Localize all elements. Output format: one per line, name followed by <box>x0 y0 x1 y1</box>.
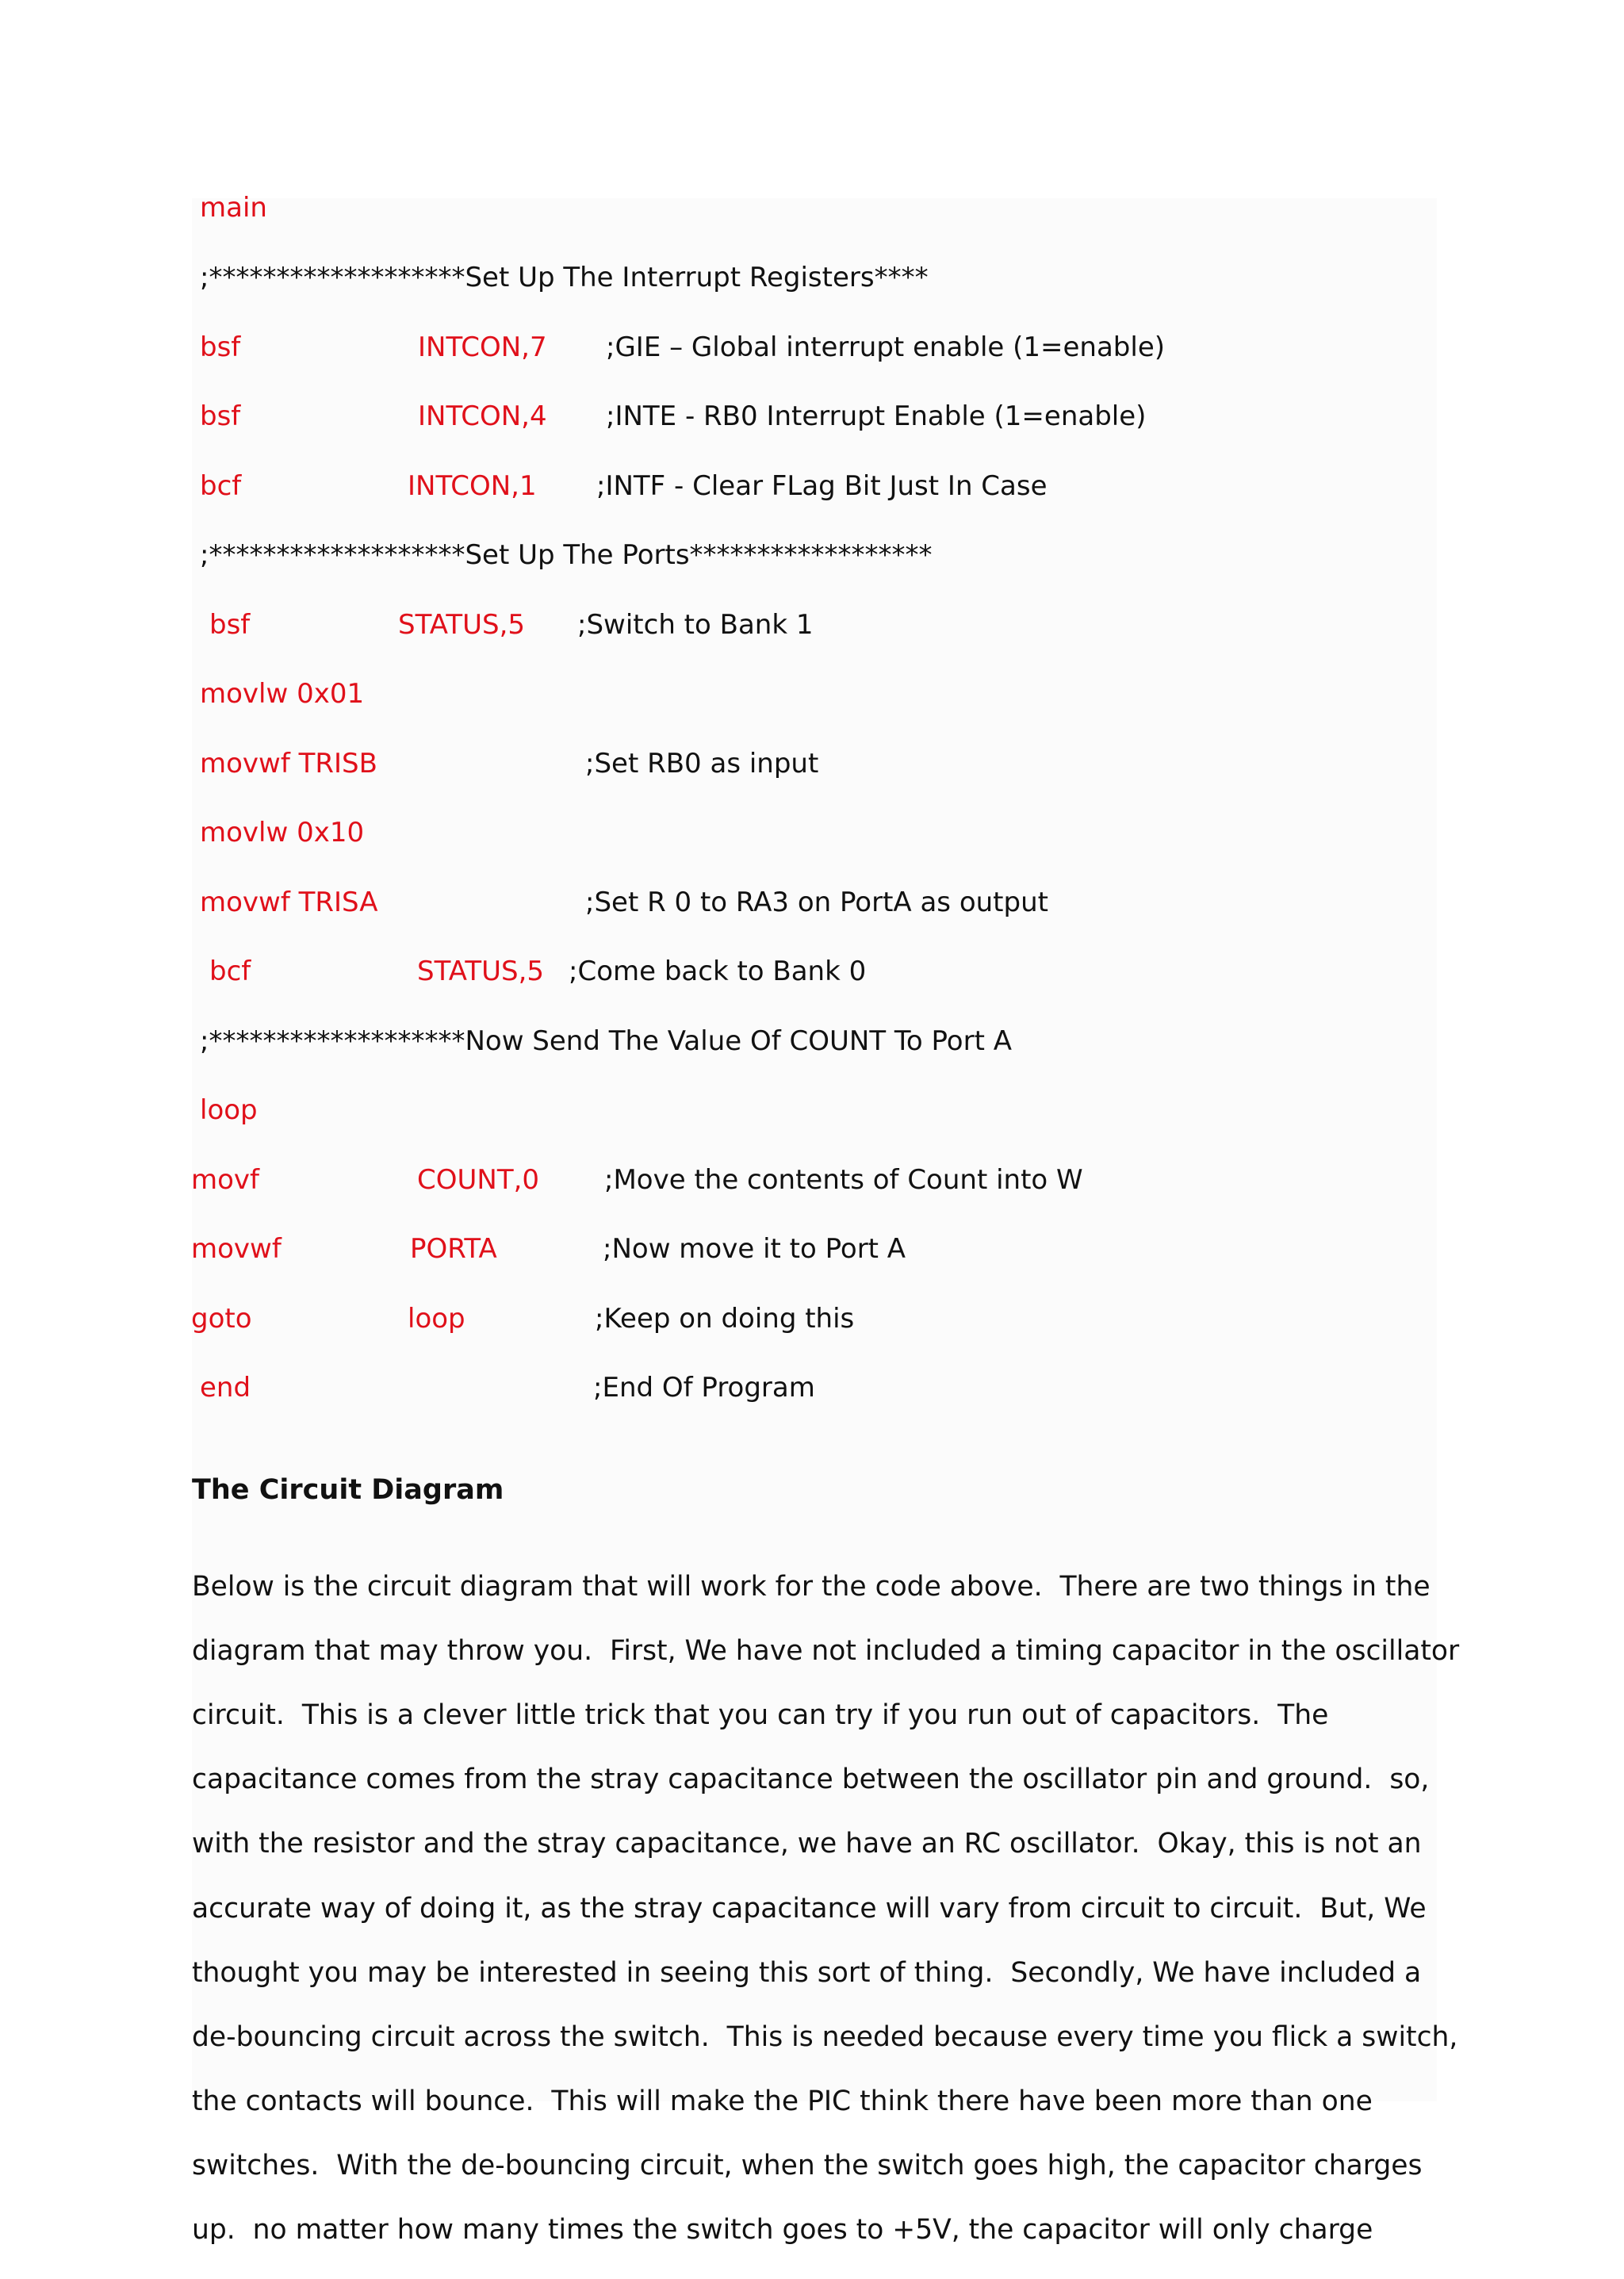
code-op: end <box>200 1372 251 1404</box>
code-comment: ;End Of Program <box>593 1372 815 1404</box>
code-comment-header: ;*******************Set Up The Ports****************** <box>200 539 933 571</box>
paragraph-line: switches. With the de-bouncing circuit, when the switch goes high, the capacitor charges <box>192 2150 1423 2182</box>
paragraph-line: de-bouncing circuit across the switch. This is needed because every time you flick a switch, <box>192 2020 1458 2053</box>
code-comment: ;GIE – Global interrupt enable (1=enable) <box>606 331 1166 363</box>
code-op: movf <box>191 1164 260 1196</box>
code-op: bcf <box>200 470 242 502</box>
code-arg: COUNT,0 <box>417 1164 540 1196</box>
code-arg: STATUS,5 <box>398 609 526 641</box>
paragraph-line: circuit. This is a clever little trick that you can try if you run out of capacitors. The <box>192 1699 1329 1731</box>
paragraph-line: up. no matter how many times the switch goes to +5V, the capacitor will only charge <box>192 2214 1373 2246</box>
code-comment-header: ;*******************Now Send The Value Of COUNT To Port A <box>200 1025 1012 1057</box>
paragraph-line: accurate way of doing it, as the stray capacitance will vary from circuit to circuit. But, We <box>192 1892 1427 1925</box>
code-comment-header: ;*******************Set Up The Interrupt Registers**** <box>200 262 929 293</box>
code-arg: INTCON,1 <box>408 470 537 502</box>
section-paragraph <box>192 1538 1461 2279</box>
code-instruction: movlw 0x10 <box>200 817 365 848</box>
code-comment: ;INTF - Clear FLag Bit Just In Case <box>596 470 1048 502</box>
code-comment: ;Set RB0 as input <box>585 748 819 779</box>
code-op: bsf <box>200 331 241 363</box>
code-op: bsf <box>200 400 241 432</box>
section-heading: The Circuit Diagram <box>192 1474 504 1506</box>
paragraph-line: capacitance comes from the stray capacitance between the oscillator pin and ground. so, <box>192 1764 1430 1796</box>
paragraph-line: with the resistor and the stray capacitance, we have an RC oscillator. Okay, this is not an <box>192 1828 1422 1860</box>
code-instruction: movwf TRISB <box>200 748 377 779</box>
code-op: goto <box>191 1303 252 1335</box>
code-comment: ;Set R 0 to RA3 on PortA as output <box>585 887 1048 918</box>
code-comment: ;Now move it to Port A <box>603 1233 906 1265</box>
code-op: bsf <box>209 609 251 641</box>
paragraph-line: thought you may be interested in seeing this sort of thing. Secondly, We have included a <box>192 1956 1422 1989</box>
code-label-loop: loop <box>200 1094 258 1126</box>
code-op: movwf <box>191 1233 282 1265</box>
code-instruction: movwf TRISA <box>200 887 378 918</box>
code-comment: ;Come back to Bank 0 <box>569 956 867 987</box>
code-arg: INTCON,7 <box>418 331 547 363</box>
paragraph-line: the contacts will bounce. This will make the PIC think there have been more than one <box>192 2086 1373 2118</box>
code-arg: PORTA <box>410 1233 497 1265</box>
code-op: bcf <box>209 956 251 987</box>
code-arg: STATUS,5 <box>417 956 545 987</box>
code-comment: ;Switch to Bank 1 <box>577 609 814 641</box>
code-label-main: main <box>200 192 267 224</box>
code-comment: ;Keep on doing this <box>595 1303 855 1335</box>
code-arg: INTCON,4 <box>418 400 547 432</box>
code-comment: ;Move the contents of Count into W <box>604 1164 1083 1196</box>
paragraph-line: diagram that may throw you. First, We have not included a timing capacitor in the oscillator <box>192 1634 1460 1667</box>
code-arg: loop <box>408 1303 465 1335</box>
code-comment: ;INTE - RB0 Interrupt Enable (1=enable) <box>606 400 1147 432</box>
code-instruction: movlw 0x01 <box>200 678 365 710</box>
paragraph-line: Below is the circuit diagram that will work for the code above. There are two things in the <box>192 1570 1431 1603</box>
